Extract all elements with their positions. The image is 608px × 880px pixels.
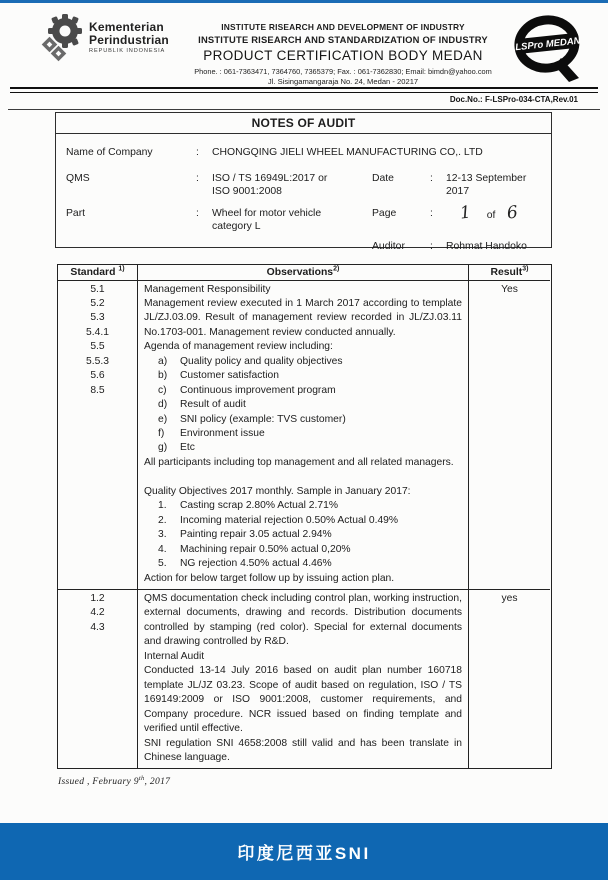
colon: : bbox=[196, 208, 199, 219]
part-and-page-row bbox=[66, 202, 543, 233]
date-value: 12-13 September 2017 bbox=[446, 173, 527, 197]
lspro-logo-block bbox=[506, 12, 588, 86]
ministry-name-line1: Kementerian bbox=[89, 20, 164, 34]
list-item: f) Environment issue bbox=[158, 428, 265, 440]
obs1-title: Management Responsibility bbox=[144, 283, 271, 295]
notes-of-audit-box bbox=[55, 112, 552, 252]
issued-line: Issued , February 9th, 2017 bbox=[58, 774, 171, 787]
result-column-header: Result$^{3)}$ bbox=[468, 265, 550, 281]
audit-table bbox=[57, 264, 552, 769]
lspro-medan-q-logo-icon bbox=[509, 12, 585, 86]
company-value: CHONGQING JIELI WHEEL MANUFACTURING CO,. LTD bbox=[212, 147, 483, 158]
certification-body-name: PRODUCT CERTIFICATION BODY MEDAN bbox=[203, 48, 483, 63]
bottom-banner bbox=[0, 823, 608, 880]
list-item: c) Continuous improvement program bbox=[158, 384, 336, 396]
standard-cell-row1: 5.1 5.2 5.3 5.4.1 5.5 5.5.3 5.6 8.5 bbox=[86, 283, 109, 396]
colon: : bbox=[430, 208, 433, 219]
ministry-name-line2: Perindustrian bbox=[89, 32, 169, 47]
contact-line: Phone. : 061-7363471, 7364760, 7365379; Fax. : 061-7362830; Email: bimdn@yahoo.com bbox=[194, 66, 492, 76]
list-item: 4. Machining repair 0.50% actual 0,20% bbox=[158, 543, 351, 555]
obs1-paragraph: Management review executed in 1 March 2017 according to template JL/ZJ.03.09. Result of management review recorded in JL/ZJ.03.11 No.1703-001. Management review conducted annually. bbox=[144, 297, 462, 338]
colon: : bbox=[196, 147, 199, 158]
obs1-action: Action for below target follow up by issuing action plan. bbox=[144, 572, 395, 584]
notes-fields bbox=[56, 134, 551, 253]
obs2-subtitle: Internal Audit bbox=[144, 650, 205, 662]
colon: : bbox=[430, 241, 433, 252]
result-cell-row1: Yes bbox=[468, 281, 550, 590]
list-item: g) Etc bbox=[158, 442, 195, 454]
company-label: Name of Company bbox=[66, 147, 153, 158]
standard-cell-row2: 1.2 4.2 4.3 bbox=[58, 589, 137, 768]
page-value bbox=[446, 202, 543, 224]
observations-cell-row2 bbox=[137, 589, 468, 768]
blank-line bbox=[144, 470, 462, 484]
banner-text: 印度尼西亚SNI bbox=[237, 844, 371, 863]
docno-underline bbox=[8, 109, 600, 110]
obs1-agenda-intro: Agenda of management review including: bbox=[144, 341, 333, 353]
result-cell-row2: yes bbox=[468, 589, 550, 768]
obs2-paragraph1: QMS documentation check including control plan, working instruction, external documents, drawing and records. Distribution documents controlled by stamping (red color). Special for external documents and drawing controlled by R&D. bbox=[144, 593, 462, 648]
list-item: 3. Painting repair 3.05 actual 2.94% bbox=[158, 529, 332, 541]
list-item: a) Quality policy and quality objectives bbox=[158, 355, 343, 367]
qms-value-line1: ISO / TS 16949L:2017 or bbox=[212, 173, 328, 184]
page-of-label: of bbox=[486, 210, 496, 221]
ministry-name-line3: REPUBLIK INDONESIA bbox=[89, 47, 166, 54]
auditor-value: Rohmat Handoko bbox=[446, 241, 527, 252]
notes-title: NOTES OF AUDIT bbox=[56, 113, 551, 134]
part-value-line2: category L bbox=[212, 221, 261, 232]
part-value bbox=[212, 207, 372, 233]
colon: : bbox=[430, 173, 433, 184]
list-item: 2. Incoming material rejection 0.50% Actual 0.49% bbox=[158, 514, 399, 526]
address-line: Jl. Sisingamangaraja No. 24, Medan - 20217 bbox=[267, 76, 419, 86]
institute-line-1: INSTITUTE RISEARCH AND DEVELOPMENT OF INDUSTRY bbox=[221, 22, 465, 32]
part-value-line1: Wheel for motor vehicle bbox=[212, 208, 322, 219]
header-double-rule bbox=[10, 87, 598, 93]
page-total-handwritten: 6 bbox=[506, 202, 520, 224]
observations-column-header: Observations$^{2)}$ bbox=[137, 265, 468, 281]
qms-label: QMS bbox=[66, 173, 90, 184]
obs2-paragraph3: SNI regulation SNI 4658:2008 still valid and has been translate in Chinese language. bbox=[144, 737, 462, 763]
list-item: 1. Casting scrap 2.80% Actual 2.71% bbox=[158, 500, 338, 512]
ministry-name bbox=[89, 12, 169, 62]
doc-number: Doc.No.: F-LSPro-034-CTA,Rev.01 bbox=[449, 95, 578, 104]
qms-value bbox=[212, 172, 372, 198]
list-item: b) Customer satisfaction bbox=[158, 370, 280, 382]
letterhead bbox=[38, 12, 588, 86]
obs1-participants: All participants including top management and all related managers. bbox=[144, 456, 454, 468]
auditor-row bbox=[66, 240, 543, 253]
list-item: d) Result of audit bbox=[158, 399, 246, 411]
issued-ordinal-sup: th bbox=[138, 774, 145, 782]
letterhead-center bbox=[180, 12, 506, 86]
qms-and-date-row bbox=[66, 172, 543, 198]
ministry-logo-block bbox=[38, 12, 180, 62]
lspro-logo-text: LSPro MEDAN bbox=[514, 35, 582, 54]
observations-cell-row1 bbox=[137, 281, 468, 590]
company-field bbox=[66, 146, 543, 159]
qms-value-line2: ISO 9001:2008 bbox=[212, 186, 282, 197]
gear-logo-icon bbox=[38, 12, 84, 62]
date-label: Date bbox=[372, 173, 394, 184]
obs1-objectives-intro: Quality Objectives 2017 monthly. Sample in January 2017: bbox=[144, 485, 411, 497]
standard-column-header: Standard $^{1)}$ bbox=[58, 265, 137, 281]
colon: : bbox=[196, 173, 199, 184]
institute-line-2: INSTITUTE RISEARCH AND STANDARDIZATION OF INDUSTRY bbox=[198, 34, 488, 45]
top-accent-line bbox=[0, 0, 608, 3]
page-label: Page bbox=[372, 208, 397, 219]
part-label: Part bbox=[66, 208, 86, 219]
list-item: 5. NG rejection 4.50% actual 4.46% bbox=[158, 558, 332, 570]
list-item: e) SNI policy (example: TVS customer) bbox=[158, 413, 346, 425]
page-current-handwritten: 1 bbox=[458, 202, 473, 224]
auditor-label: Auditor bbox=[372, 241, 405, 252]
obs2-paragraph2: Conducted 13-14 July 2016 based on audit plan number 160718 template JL/JZ 03.23. Scope of audit based on regulation, ISO / TS 169149:2009 or ISO 9001:2008, customer requirements, and Company procedure. NCR issued based on finding template and verified until effective. bbox=[144, 665, 462, 735]
